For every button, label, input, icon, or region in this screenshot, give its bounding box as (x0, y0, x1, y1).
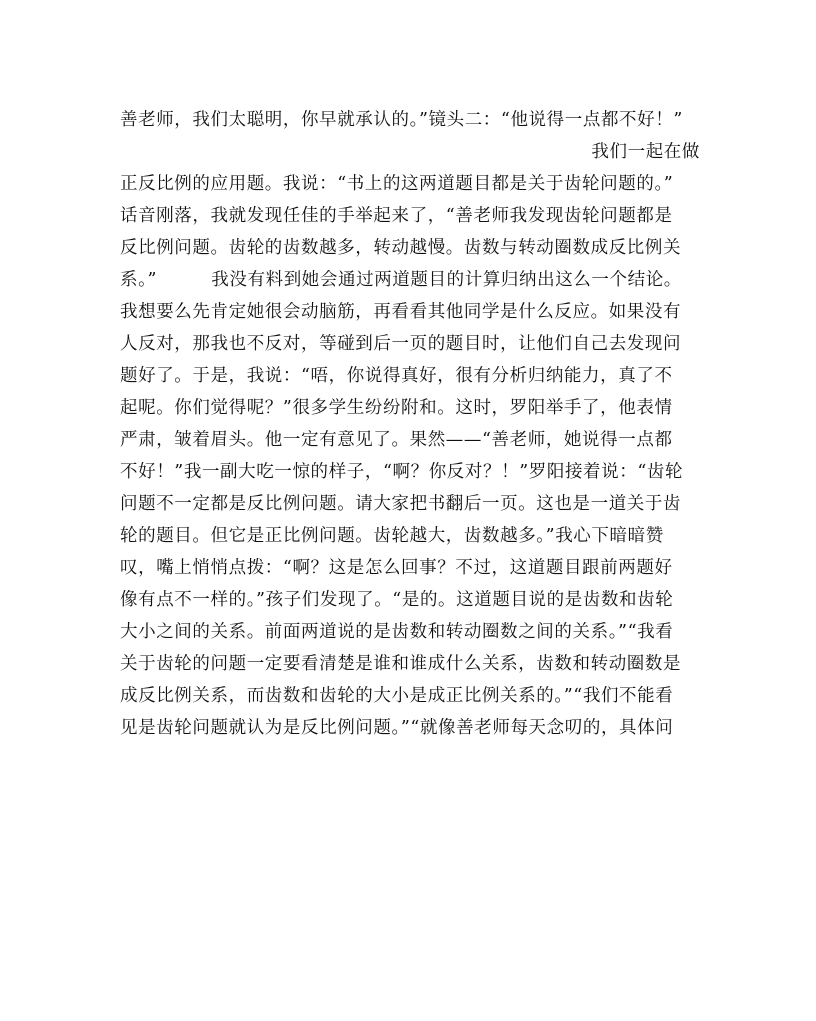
text-line: 成反比例关系，而齿数和齿轮的大小是成正比例关系的。”“我们不能看 (120, 686, 674, 706)
text-line: 大小之间的关系。前面两道说的是齿数和转动圈数之间的关系。”“我看 (120, 622, 674, 642)
body-text (120, 104, 700, 744)
text-line: 不好！”我一副大吃一惊的样子，“啊？你反对？！”罗阳接着说：“齿轮 (120, 462, 684, 482)
text-line: 系。” 我没有料到她会通过两道题目的计算归纳出这么一个结论。 (120, 270, 682, 290)
text-line: 起呢。你们觉得呢？”很多学生纷纷附和。这时，罗阳举手了，他表情 (120, 398, 673, 418)
text-line: 话音刚落，我就发现任佳的手举起来了，“善老师我发现齿轮问题都是 (120, 206, 673, 226)
text-line: 人反对，那我也不反对，等碰到后一页的题目时，让他们自己去发现问 (120, 334, 682, 354)
text-line: 叹，嘴上悄悄点拨：“啊？这是怎么回事？不过，这道题目跟前两题好 (120, 558, 673, 578)
text-line: 关于齿轮的问题一定要看清楚是谁和谁成什么关系，齿数和转动圈数是 (120, 654, 682, 674)
text-line: 我想要么先肯定她很会动脑筋，再看看其他同学是什么反应。如果没有 (120, 302, 682, 322)
text-line: 像有点不一样的。”孩子们发现了。“是的。这道题目说的是齿数和齿轮 (120, 590, 674, 610)
text-line: 见是齿轮问题就认为是反比例问题。”“就像善老师每天念叨的，具体问 (120, 718, 674, 738)
text-line: 轮的题目。但它是正比例问题。齿轮越大，齿数越多。”我心下暗暗赞 (120, 526, 664, 546)
text-line: 善老师，我们太聪明，你早就承认的。”镜头二：“他说得一点都不好！” (120, 110, 683, 130)
text-line: 严肃，皱着眉头。他一定有意见了。果然——“善老师，她说得一点都 (120, 430, 673, 450)
text-line: 反比例问题。齿轮的齿数越多，转动越慢。齿数与转动圈数成反比例关 (120, 238, 682, 258)
text-line: 题好了。于是，我说：“唔，你说得真好，很有分析归纳能力，真了不 (120, 366, 673, 386)
text-line: 正反比例的应用题。我说：“书上的这两道题目都是关于齿轮问题的。” (120, 174, 674, 194)
text-line: 我们一起在做 (591, 142, 700, 162)
text-line: 问题不一定都是反比例问题。请大家把书翻后一页。这也是一道关于齿 (120, 494, 682, 514)
